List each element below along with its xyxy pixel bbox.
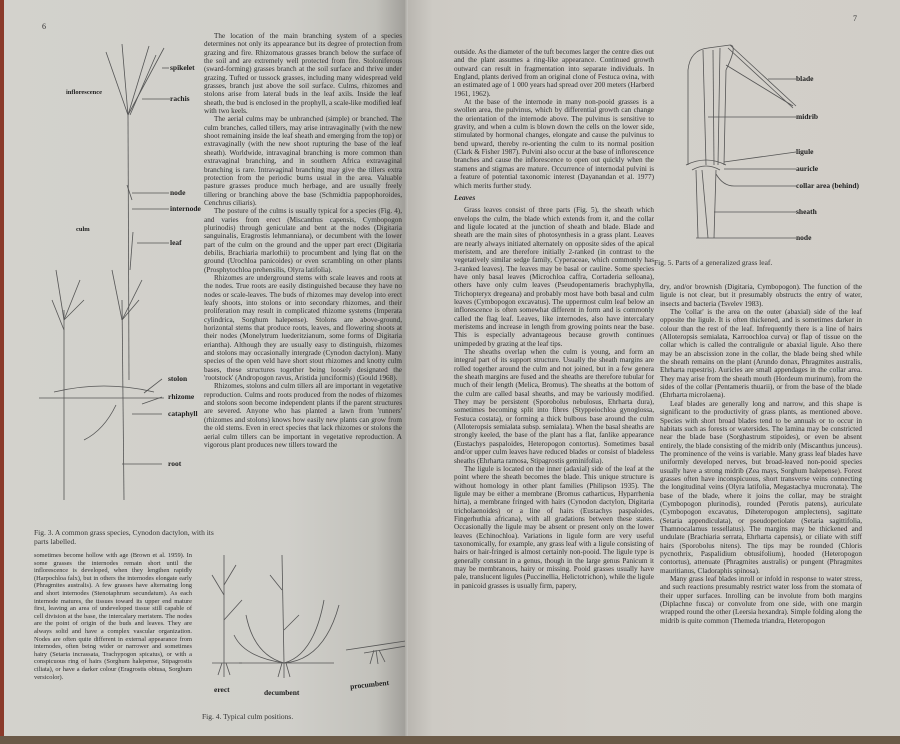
label-midrib: midrib	[796, 112, 819, 121]
fig4-culm-positions-drawing	[204, 545, 408, 685]
label-spikelet: spikelet	[170, 63, 195, 72]
paragraph: The sheaths overlap when the culm is young, and form an integral part of its support structure. Usually the sheath margins are rolled together around the culm and not joined, but in a few genera the sheath margins are fused and the sheaths are therefore tubular for much of their length (Melica, Bromus). The sheaths at the bottom of the culm are called basal sheaths, and may be variously modified. They may be persistent (Sporobolus nebulosus, Ehrharta dura), sometimes becoming split into fibres (Styppeiochloa gynoglossa, Festuca costata), or forming a thick bulbous base around the culm (Alloteropsis semialata subsp. semialata). When the basal sheaths are strongly keeled, the base of the plant has a flat, fanlike appearance (Eustachys paspaloides, Heteropogon contortus). Sometimes basal and/or upper culm leaves have reduced blades or consist of bladeless sheaths (Ehrharta ramosa, Stipagrostis geminifolia).	[454, 348, 654, 465]
right-page	[408, 0, 900, 736]
paragraph: dry, and/or brownish (Digitaria, Cymbopogon). The function of the ligule is not clear, but it presumably obstructs the entry of water, insects and bacteria (Tsvelev 1983).	[660, 283, 862, 308]
left-page	[4, 0, 408, 736]
label-decumbent: decumbent	[264, 688, 300, 697]
label-culm: culm	[76, 226, 90, 233]
paragraph: sometimes become hollow with age (Brown et al. 1959). In some grasses the internodes remain short until the inflorescence is developed, when they lengthen rapidly (Harpochloa falx), but in others the internodes elongate early (Phragmites australis). A few grasses have alternating long and short internodes (Stenotaphrum secundatum). As each internode matures, the tissues toward its upper end mature first, leaving an area of undeveloped tissue still capable of cell division at the base, the intercalary meristem. The nodes are the point of origin of the buds and leaves. They are always solid and have a complex vascular organization. Nodes are often quite different in external appearance from internodes, often being wider or narrower and sometimes hairy (Setaria incrassata, Trachypogon spicatus), or with a conspicuous ring of hairs (Sorghum halepense, Stipagrostis ciliata), or have a darker colour (Eragrostis obtusa, Sorghum versicolor).	[34, 552, 192, 681]
label-blade: blade	[796, 74, 814, 83]
label-node: node	[796, 233, 812, 242]
fig5-caption: Fig. 5. Parts of a generalized grass leaf.	[654, 258, 773, 267]
paragraph: Rhizomes, stolons and culm tillers all are important in vegetative reproduction. Culms and roots produced from the nodes of rhizomes and stolons soon become independent plants if the parent structures are severed. Anyone who has planted a lawn from 'runners' (rhizomes and stolons) knows how easily new plants can grow from the old stems. Even in erect species that lack rhizomes or stolons the aerial culm tillers can be important in vegetative reproduction. A vigorous plant produces new tillers toward the	[204, 382, 402, 449]
label-sheath: sheath	[796, 207, 817, 216]
label-root: root	[168, 459, 182, 468]
paragraph: The 'collar' is the area on the outer (abaxial) side of the leaf opposite the ligule. It is often thickened, and is sometimes darker in colour than the rest of the leaf. Infrequently there is a line of hairs (Alloteropsis semialata, Karroochloa curva) or flap of tissue on the collar which is called the contraligule or abaxial ligule. Also there may be an abscission zone in the collar, the blade being shed while the sheath remains on the plant (Arundo donax, Phragmites australis, Ehrharta rupestris). Auricles are small appendages in the collar area. They may arise from the sheath mouth (Hordeum murinum), from the sides of the collar (Pentameris thuarii), or from the base of the blade (Ehrharta microlaena).	[660, 308, 862, 400]
paragraph: The posture of the culms is usually typical for a species (Fig. 4), and varies from erect (Miscanthus capensis, Cymbopogon plurinodis) through geniculate and bent at the nodes (Digitaria sanguinalis, Eragrostis lehmanniana), or decumbent with the lower part of the culm on the ground and the upper part erect (Digitaria debilis, Brachiaria marlothii) to procumbent and lying flat on the ground (Urochloa panicoides) or even scrambling on other plants (Prosphytochloa prehensilis, Olyra latifolia).	[204, 207, 402, 274]
label-rachis: rachis	[170, 94, 190, 103]
label-collar-area: collar area (behind)	[796, 181, 860, 190]
label-ligule: ligule	[796, 147, 814, 156]
table-surface	[0, 736, 900, 744]
paragraph: Leaf blades are generally long and narrow, and this shape is significant to the productivity of grass plants, as mentioned above. Species with short broad blades tend to be annuals or to occur in habitats such as forests or watersides. The lamina may be constricted near the blade base (Sorghastrum stipoides), or even be absent entirely, the blade consisting of the midrib only (Miscanthus junceus). The prominence of the veins is variable. Many grass leaf blades have uniformly developed nerves, but broad-leaved non-pooid species usually have a strong midrib (Zea mays, Sorghum halepense). Forest grasses often have inconspicuous, short transverse veins connecting the longitudinal veins (Olyra latifolia, Megastachya mucronata). The base of the blade, where it joins the collar, may be straight (Cymbopogon plurinodis), rounded (Perotis patens), auriculate (Cymbopogon excavatus, Diheteropogon amplectens), sagittate (Setaria appendiculata), or pseudopetiolate (Setaria sagittifolia, Thamnocalamus tessellatus). The margins may be thickened and undulate (Brachiaria serrata, Ehrharta capensis), or ciliate with stiff hairs (Sporobolus nitens). The tips may be rounded (Chloris pycnothrix, Paspalidium obtusifolium), hooded (Heteropogon contortus), attenuate (Phragmites australis) or pungent (Phragmites mauritianus, Cladoraphis spinosa).	[660, 399, 862, 575]
right-page-right-column	[660, 283, 862, 625]
paragraph: The location of the main branching system of a species determines not only its appearance but its degree of protection from grazing and fire. Rhizomatous grasses branch below the surface of the soil and are extremely well protected from fire. Stoloniferous (sward-forming) grasses branch at the soil surface and thrive under grazing. Tufted or tussock grasses, including many widespread veld grasses, branch just above the soil surface. Culms, rhizomes and stolons arise from lateral buds in the leaf axils. Inside the leaf sheath, the bud is enclosed in the prophyll, a scale-like modified leaf with two keels.	[204, 32, 402, 116]
paragraph: Grass leaves consist of three parts (Fig. 5), the sheath which envelops the culm, the blade which extends from it, and the collar and ligule located at the junction of sheath and blade. Blade and sheath are the main sites of photosynthesis in a grass plant. Leaves are nearly always initiated alternately on opposite sides of the apical meristem, and are therefore initially 2-ranked (in contrast to the vegetatively similar sedge family, Cyperaceae, which commonly has 3-ranked leaves). The leaves may be basal or cauline. Some species have only basal leaves (Microchloa caffra, Cortaderia selloana), others have only culm leaves (Pseudopentameris brachyphylla, Trichopteryx dregeana) and probably most have both basal and culm leaves (Cymbopogon excavatus). The uppermost culm leaf below an inflorescence is often somewhat different in form and is commonly called the flag leaf. Leaves, like internodes, also have intercalary meristems and increase in length from growing points near the base. This is especially advantageous because growth continues unimpeded by grazing at the leaf tips.	[454, 206, 654, 348]
left-page-text-column	[204, 32, 402, 449]
fig3-caption: Fig. 3. A common grass species, Cynodon dactylon, with its parts labelled.	[34, 528, 214, 546]
label-internode: internode	[170, 204, 201, 213]
label-node: node	[170, 188, 186, 197]
fig4-caption: Fig. 4. Typical culm positions.	[202, 712, 294, 721]
paragraph: The aerial culms may be unbranched (simple) or branched. The culm branches, called tillers, may arise intravaginally (with the new shoot remaining inside the leaf sheath and emerging from the top) or extravaginally (with the new shoot rupturing the base of the leaf sheath). Worldwide, intravaginal branching is more common than extravaginal branching, and in southern Africa extravaginal branching is rare. Intravaginal branching may give the tillers extra protection from the periodic burns usual in the area. Valuable pasture grasses produce much herbage, and are usually freely tillering or branching above the base (Schmidtia pappophoroides, Cenchrus ciliaris).	[204, 115, 402, 207]
paragraph: The ligule is located on the inner (adaxial) side of the leaf at the point where the sheath becomes the blade. This unique structure is without homology in other plant families (Philipson 1935). The ligule may be either a membrane (Bromus catharticus, Hyparrhenia hirta), a membrane fringed with hairs (Cynodon dactylon, Digitaria tricholaenoides) or a line of hairs (Eustachys paspaloides, Fingerhuthia africana), with all gradations between these states. Occasionally the ligule may be absent or present only on the lower leaves (Echinochloa). Variations in ligule form are very useful taxonomically, for example, any grass leaf with a ligule consisting of hairs or hair-fringed is almost certainly non-pooid. The ligule type is generally constant in a genus, though in the large genus Panicum it may be membranous, hairy or missing. Pooid grasses usually have pale, translucent ligules (Puccinellia, Helictotrichon), while the ligule in panicoid grasses is usually firm, papery,	[454, 464, 654, 590]
label-rhizome: rhizome	[168, 392, 195, 401]
left-page-bottom-text	[34, 552, 192, 681]
label-erect: erect	[214, 685, 230, 694]
fig5-grass-leaf-drawing	[668, 40, 888, 250]
paragraph: Many grass leaf blades inroll or infold in response to water stress, and such reactions presumably restrict water loss from the stomata of their upper surfaces. Inrolling can be involute from both margins (Diplachne fusca) or convolute from one side, with one margin wrapped round the other (Leersia hexandra). Simple folding along the midrib is quite common (Themeda triandra, Heteropogon	[660, 575, 862, 625]
label-auricle: auricle	[796, 164, 819, 173]
paragraph: Rhizomes are underground stems with scale leaves and roots at the nodes. True roots are easily distinguished because they have no nodes or scale-leaves. The buds of rhizomes may develop into erect leafy shoots, into stolons or into secondary rhizomes, and their proliferation may result in complicated rhizome systems (Imperata cylindrica, Sorghum halepense). Stolons are above-ground, horizontal stems that produce roots, leaves, and flowering shoots at their nodes (Monelytrum luederitzianum, some forms of Digitaria eriantha). Although they are usually easy to distinguish, rhizomes and stolons may occasionally intergrade (Cynodon dactylon). Many species of the open veld have short stout rhizomes and knotty culm bases, these structures together being loosely designated the 'rootstock' (Andropogon ravus, Aristida junciformis) (Gould 1968).	[204, 273, 402, 383]
paragraph: At the base of the internode in many non-pooid grasses is a swollen area, the pulvinus, which by differential growth can change the orientation of the internode above. The pulvinus is sensitive to gravity, and when a culm is blown down the cells on the lower side, stimulated by hormonal changes, elongate and cause the pulvinus to bend upward, thereby re-orienting the culm to its normal position (Clark & Fisher 1987). Pulvini also occur at the base of inflorescence branches and cause the inflorescence to open out quickly when the stamens and stigmas are mature. Occurrence of internodal pulvini is a feature of potential taxonomic interest (Dayanandan et al. 1977) which merits further study.	[454, 98, 654, 190]
page-number: 7	[853, 14, 857, 23]
label-stolon: stolon	[168, 374, 188, 383]
section-heading-leaves: Leaves	[454, 192, 476, 202]
label-cataphyll: cataphyll	[168, 409, 198, 418]
label-procumbent: procumbent	[349, 677, 390, 692]
label-inflorescence: inflorescence	[66, 89, 102, 96]
paragraph: outside. As the diameter of the tuft becomes larger the centre dies out and the plant assumes a ring-like appearance. Continued growth outward can result in fragmentation into separate individuals. In England, plants derived from an original clone of Festuca ovina, with an estimated age of 1 000 years had spread over 200 meters (Harberd 1961, 1962).	[454, 48, 654, 98]
right-page-left-column	[454, 48, 654, 590]
label-leaf: leaf	[170, 238, 182, 247]
page-number: 6	[42, 22, 46, 31]
